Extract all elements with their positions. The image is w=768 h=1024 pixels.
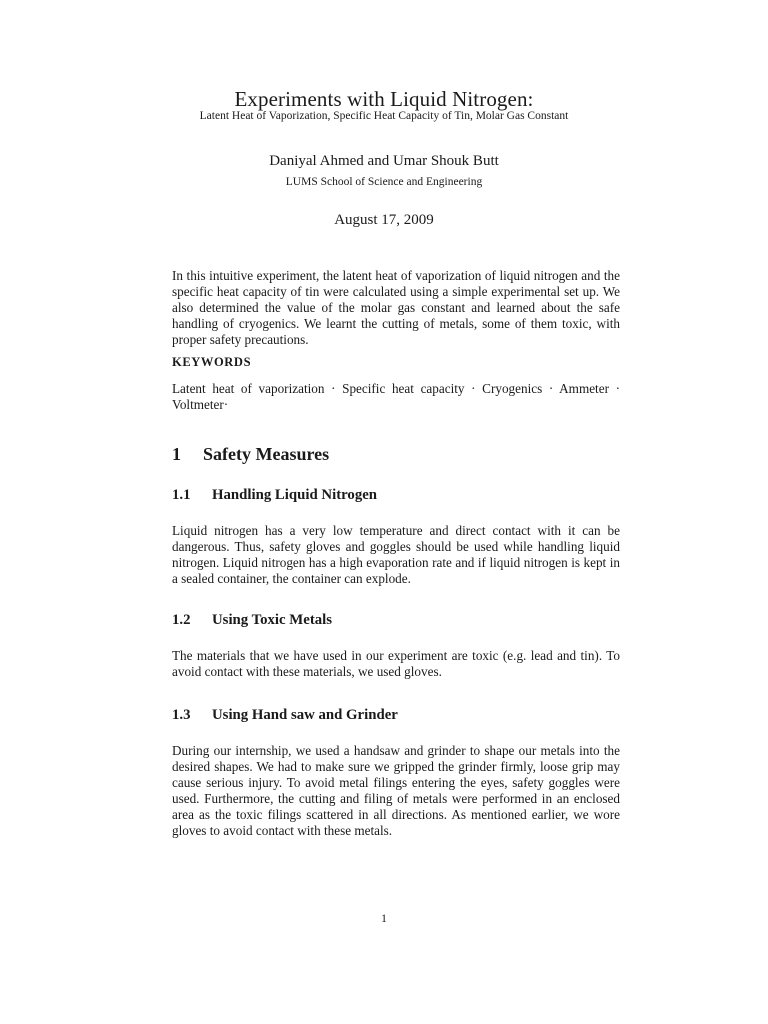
section-heading	[172, 444, 329, 465]
abstract-paragraph: In this intuitive experiment, the latent heat of vaporization of liquid nitrogen and the specific heat capacity of tin were calculated using a simple experimental set up. We also determined the value of the molar gas constant and learned about the safe handling of cryogenics. We learnt the cutting of metals, some of them toxic, with proper safety precautions.	[172, 268, 620, 348]
subsection-title: Using Toxic Metals	[212, 612, 333, 628]
paper-subtitle: Latent Heat of Vaporization, Specific Heat Capacity of Tin, Molar Gas Constant	[199, 110, 569, 122]
section-number: 1	[172, 444, 181, 464]
subsection-paragraph: During our internship, we used a handsaw and grinder to shape our metals into the desired shapes. We had to make sure we gripped the grinder firmly, loose grip may cause serious injury. To avoid metal filings entering the eyes, safety goggles were used. Furthermore, the cutting and filing of metals were performed in an enclosed area as the toxic filings scattered in all directions. As mentioned earlier, we wore gloves to avoid contact with these metals.	[172, 743, 620, 839]
subsection-title: Handling Liquid Nitrogen	[212, 487, 378, 503]
paper-title: Experiments with Liquid Nitrogen:	[234, 87, 534, 111]
keywords-heading: KEYWORDS	[172, 355, 252, 369]
subsection-heading	[172, 707, 398, 724]
subsection-number: 1.2	[172, 612, 191, 628]
paper-affiliation: LUMS School of Science and Engineering	[285, 176, 483, 188]
subsection-heading	[172, 612, 332, 629]
subsection-number: 1.3	[172, 707, 191, 723]
subsection-number: 1.1	[172, 487, 191, 503]
keywords-list: Latent heat of vaporization · Specific heat capacity · Cryogenics · Ammeter · Voltmeter·	[172, 381, 620, 413]
subsection-paragraph: The materials that we have used in our experiment are toxic (e.g. lead and tin). To avoid contact with these materials, we used gloves.	[172, 648, 620, 680]
section-title: Safety Measures	[203, 444, 330, 464]
page-number: 1	[381, 911, 387, 925]
subsection-paragraph: Liquid nitrogen has a very low temperature and direct contact with it can be dangerous. Thus, safety gloves and goggles should be used while handling liquid nitrogen. Liquid nitrogen has a high evaporation rate and if liquid nitrogen is kept in a sealed container, the container can explode.	[172, 523, 620, 587]
subsection-title: Using Hand saw and Grinder	[212, 707, 398, 723]
subsection-heading	[172, 487, 377, 504]
paper-authors: Daniyal Ahmed and Umar Shouk Butt	[269, 153, 499, 169]
paper-date: August 17, 2009	[334, 212, 434, 228]
